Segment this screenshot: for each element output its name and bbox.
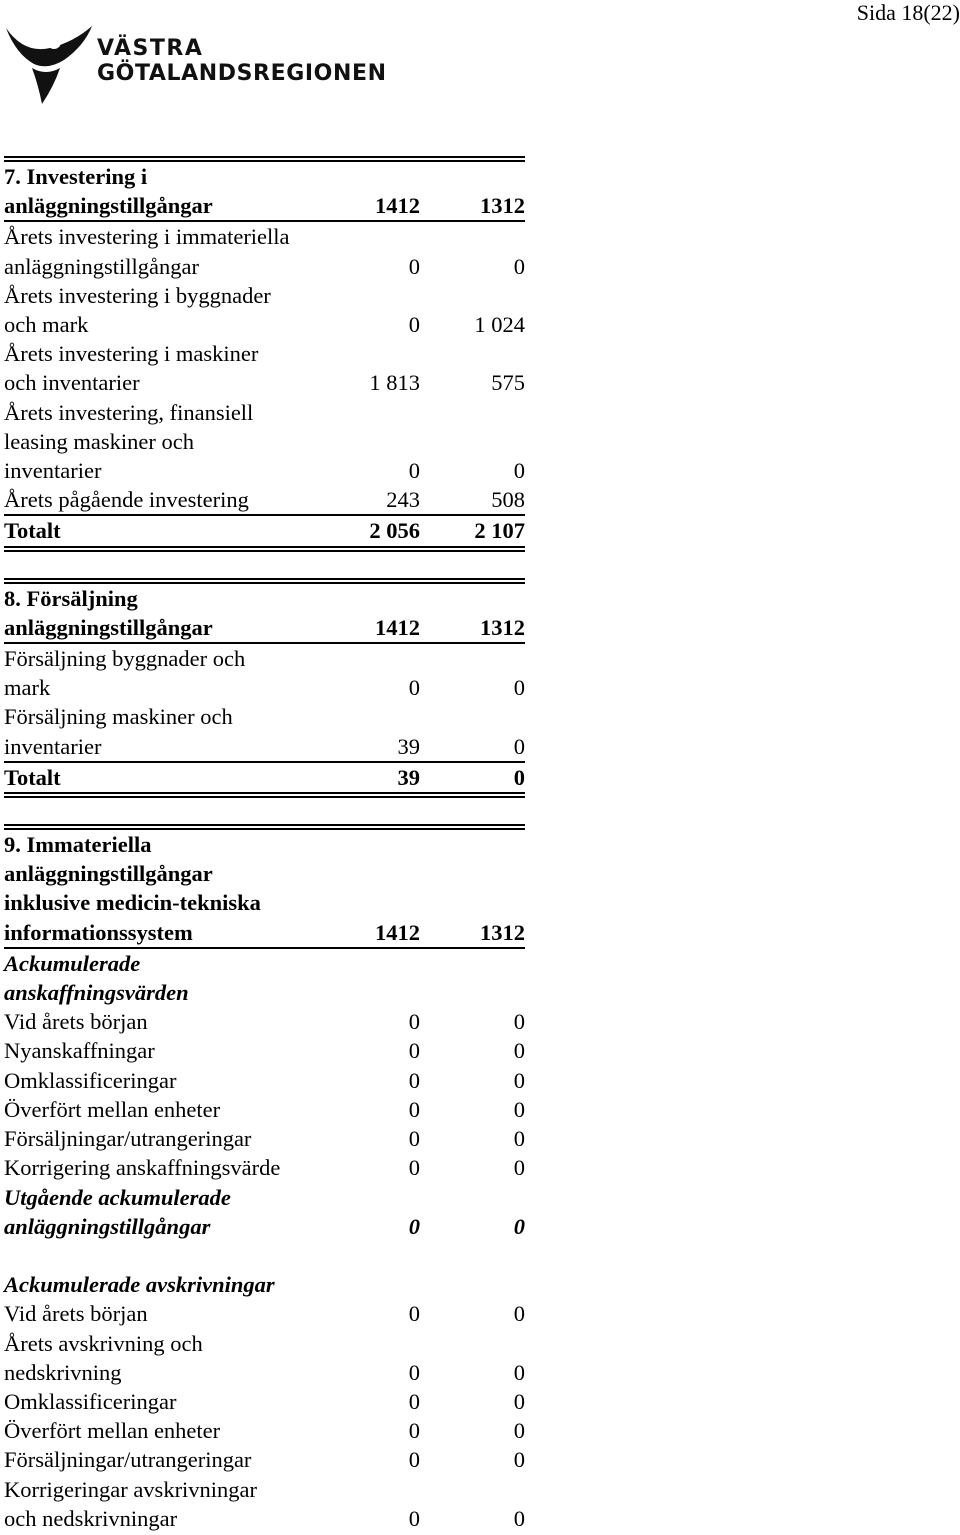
value-1412: 243 (386, 487, 420, 513)
column-header-1312: 1312 (480, 919, 525, 945)
value-1412: 0 (408, 1388, 420, 1414)
value-1312: 0 (513, 1359, 525, 1385)
value-1312: 0 (513, 458, 525, 484)
row-label: anläggningstillgångar (4, 253, 199, 279)
row-label: Omklassificeringar (4, 1388, 177, 1414)
value-1412: 0 (408, 1126, 420, 1152)
note-7-title-line2: anläggningstillgångar (4, 193, 213, 219)
row-label: Försäljning byggnader och (4, 646, 246, 672)
value-1312: 0 (513, 253, 525, 279)
page-number: Sida 18(22) (856, 0, 960, 25)
row-label: mark (4, 675, 51, 701)
column-header-1412: 1412 (375, 614, 420, 640)
value-1312: 0 (513, 1388, 525, 1414)
row-label: Årets investering i byggnader (4, 282, 271, 308)
value-1312: 0 (513, 1505, 525, 1531)
row-label: inventarier (4, 458, 102, 484)
value-1412: 39 (397, 733, 420, 759)
table-row (4, 1358, 525, 1387)
value-1412: 0 (408, 1447, 420, 1473)
subtotal-label: anläggningstillgångar (4, 1213, 211, 1239)
value-1312: 0 (513, 675, 525, 701)
row-label: leasing maskiner och (4, 428, 194, 454)
note-9-title-line2: anläggningstillgångar (4, 861, 213, 887)
note-9 (4, 824, 525, 1533)
section-heading: anskaffningsvärden (4, 980, 189, 1006)
row-label: och inventarier (4, 370, 140, 396)
table-row (4, 1387, 525, 1416)
value-1312: 0 (513, 1418, 525, 1444)
logo-text-line2: GÖTALANDSREGIONEN (97, 61, 387, 86)
value-1312: 575 (491, 370, 525, 396)
value-1312: 0 (513, 1301, 525, 1327)
section-heading: Ackumulerade (4, 950, 141, 976)
vastra-gotalandsregionen-logo (4, 24, 394, 108)
table-row (4, 1066, 525, 1095)
logo-text-line1: VÄSTRA (97, 36, 204, 61)
note-8-title-line2: anläggningstillgångar (4, 614, 213, 640)
value-1412: 0 (408, 1096, 420, 1122)
total-value-1312: 2 107 (474, 518, 525, 544)
double-rule (4, 792, 525, 798)
row-label: Årets pågående investering (4, 487, 249, 513)
row-label: Vid årets början (4, 1009, 148, 1035)
value-1412: 0 (408, 1418, 420, 1444)
value-1412: 0 (408, 675, 420, 701)
total-label: Totalt (4, 518, 61, 544)
row-label: Omklassificeringar (4, 1067, 177, 1093)
value-1412: 0 (408, 458, 420, 484)
double-rule (4, 546, 525, 552)
row-label: Vid årets början (4, 1301, 148, 1327)
note-9-title: 9. Immateriella (4, 832, 152, 858)
row-label: Årets investering, finansiell (4, 399, 254, 425)
row-label: inventarier (4, 733, 102, 759)
value-1412: 0 (408, 1038, 420, 1064)
row-label: och mark (4, 312, 89, 338)
table-row (4, 1007, 525, 1036)
value-1312: 1 024 (474, 312, 525, 338)
note-8-title: 8. Försäljning (4, 585, 138, 611)
section-heading: Ackumulerade avskrivningar (4, 1272, 275, 1298)
table-row (4, 1299, 525, 1328)
table-row (4, 310, 525, 339)
row-label: och nedskrivningar (4, 1505, 178, 1531)
value-1312: 0 (513, 1096, 525, 1122)
row-label: Årets avskrivning och (4, 1330, 203, 1356)
value-1312: 0 (513, 1447, 525, 1473)
row-label: Nyanskaffningar (4, 1038, 155, 1064)
table-row (4, 485, 525, 514)
row-label: nedskrivning (4, 1359, 122, 1385)
note-7 (4, 156, 525, 552)
row-label: Försäljningar/utrangeringar (4, 1126, 252, 1152)
value-1412: 0 (408, 312, 420, 338)
total-row (4, 763, 525, 792)
value-1312: 0 (513, 1009, 525, 1035)
note-9-title-line3: inklusive medicin-tekniska (4, 890, 261, 916)
note-7-title: 7. Investering i (4, 164, 148, 189)
column-header-1412: 1412 (375, 193, 420, 219)
row-label: Överfört mellan enheter (4, 1418, 221, 1444)
row-label: Försäljning maskiner och (4, 704, 233, 730)
table-row (4, 732, 525, 761)
table-row (4, 673, 525, 702)
value-1312: 0 (513, 1067, 525, 1093)
notes-content (4, 156, 525, 1533)
value-1412: 1 813 (369, 370, 420, 396)
subtotal-row (4, 1212, 525, 1241)
value-1312: 0 (513, 1126, 525, 1152)
subtotal-value-1312: 0 (513, 1213, 525, 1239)
table-row (4, 252, 525, 281)
value-1312: 0 (513, 733, 525, 759)
table-row (4, 1504, 525, 1533)
column-header-1412: 1412 (375, 919, 420, 945)
value-1412: 0 (408, 1009, 420, 1035)
row-label: Korrigering anskaffningsvärde (4, 1155, 281, 1181)
table-row (4, 1416, 525, 1445)
table-row (4, 1153, 525, 1182)
value-1312: 0 (513, 1155, 525, 1181)
value-1312: 508 (491, 487, 525, 513)
column-header-1312: 1312 (480, 193, 525, 219)
logo-mark-icon (4, 24, 96, 108)
table-row (4, 456, 525, 485)
value-1412: 0 (408, 253, 420, 279)
table-row (4, 1445, 525, 1474)
row-label: Försäljningar/utrangeringar (4, 1447, 252, 1473)
total-label: Totalt (4, 764, 61, 790)
table-row (4, 368, 525, 397)
total-value-1412: 2 056 (369, 518, 420, 544)
table-row (4, 1095, 525, 1124)
row-label: Årets investering i maskiner (4, 341, 259, 367)
subtotal-value-1412: 0 (408, 1213, 420, 1239)
total-value-1412: 39 (397, 764, 420, 790)
value-1412: 0 (408, 1359, 420, 1385)
value-1412: 0 (408, 1067, 420, 1093)
row-label: Överfört mellan enheter (4, 1096, 221, 1122)
value-1312: 0 (513, 1038, 525, 1064)
subtotal-label: Utgående ackumulerade (4, 1184, 231, 1210)
value-1412: 0 (408, 1301, 420, 1327)
value-1412: 0 (408, 1155, 420, 1181)
total-row (4, 516, 525, 545)
total-value-1312: 0 (513, 764, 525, 790)
note-8 (4, 578, 525, 798)
row-label: Korrigeringar avskrivningar (4, 1476, 258, 1502)
row-label: Årets investering i immateriella (4, 224, 290, 250)
note-9-title-line4: informationssystem (4, 919, 193, 945)
value-1412: 0 (408, 1505, 420, 1531)
table-row (4, 1124, 525, 1153)
table-row (4, 1036, 525, 1065)
column-header-1312: 1312 (480, 614, 525, 640)
